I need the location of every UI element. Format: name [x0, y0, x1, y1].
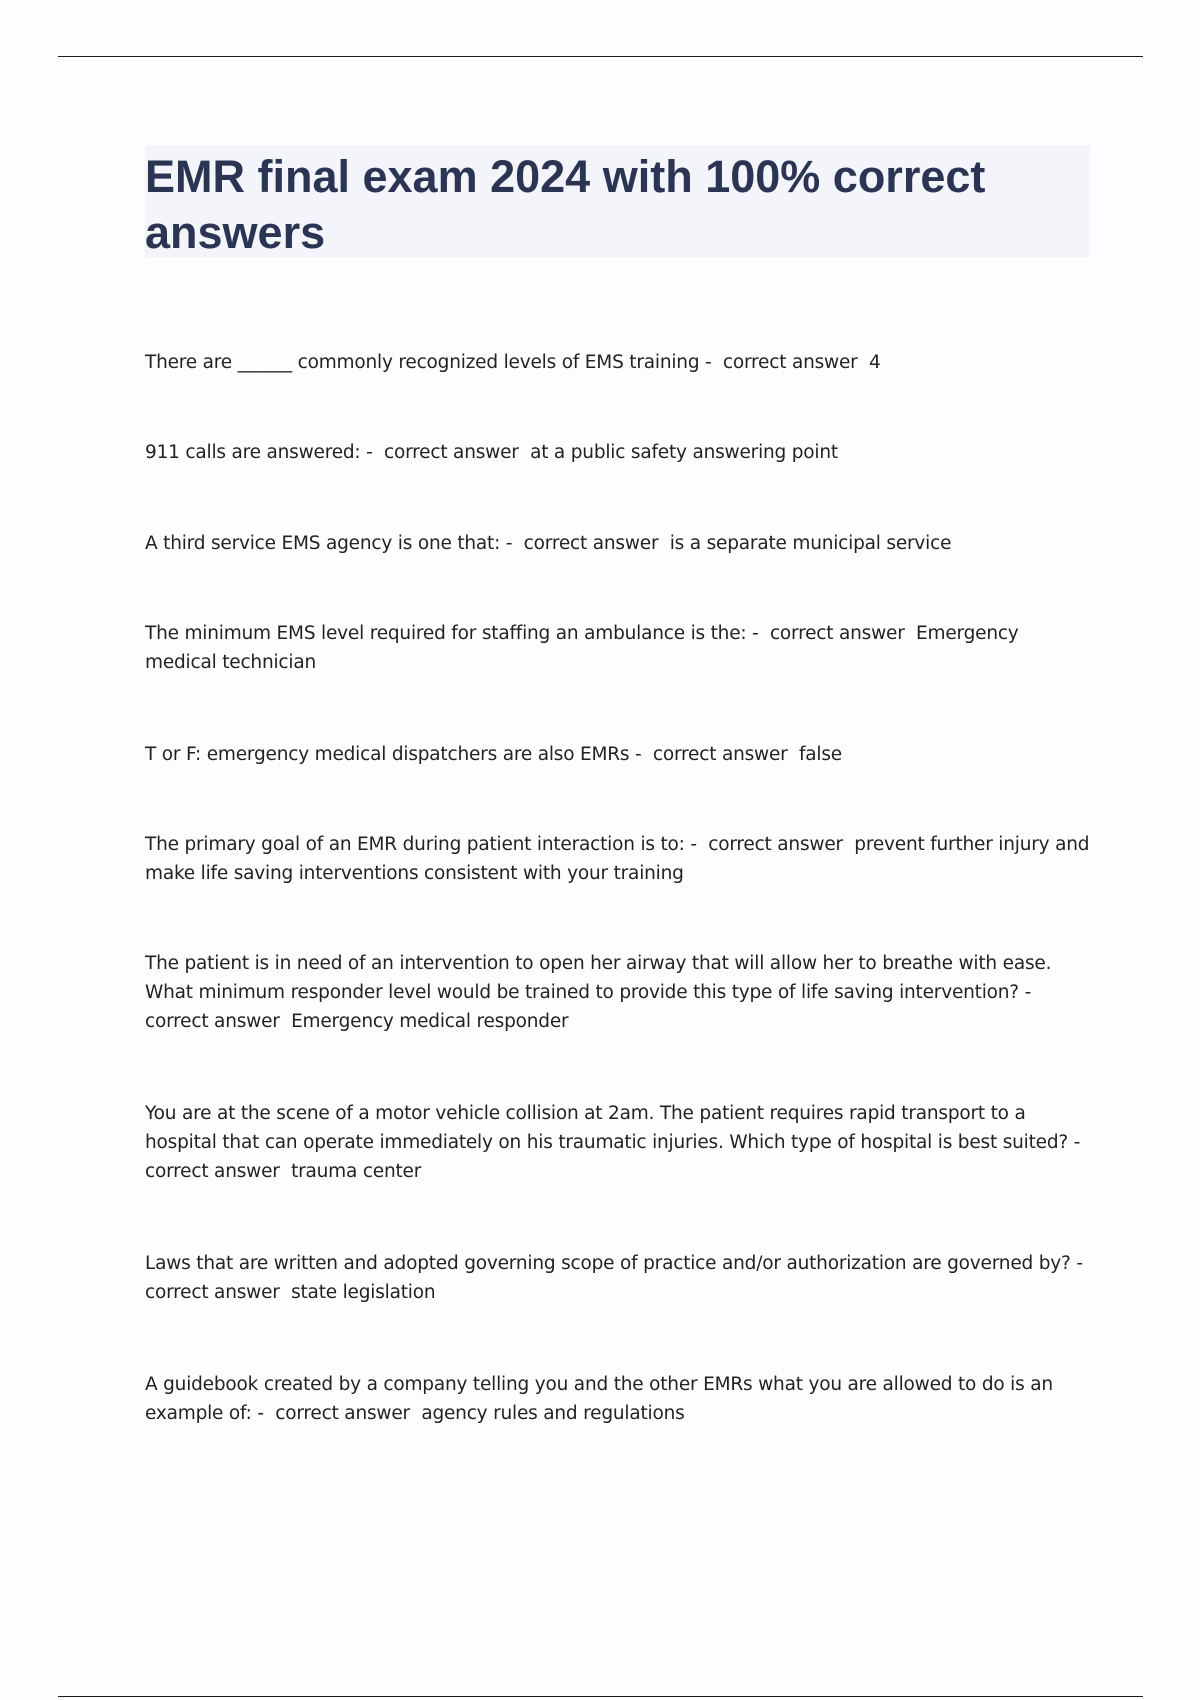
separator: - — [629, 744, 648, 765]
qa-item — [145, 949, 1090, 1036]
question-text: The minimum EMS level required for staffing an ambulance is the: — [145, 623, 747, 644]
title-block — [145, 145, 1090, 257]
answer-text: 4 — [868, 352, 881, 373]
qa-item — [145, 529, 1090, 558]
qa-item — [145, 1099, 1090, 1186]
answer-prefix: correct answer — [523, 533, 659, 554]
answer-prefix: correct answer — [652, 744, 788, 765]
qa-item — [145, 1249, 1090, 1307]
qa-item — [145, 619, 1090, 677]
qa-item — [145, 1370, 1090, 1428]
answer-prefix: correct answer — [145, 1011, 280, 1032]
qa-item — [145, 438, 1090, 467]
answer-prefix: correct answer — [275, 1403, 410, 1424]
footer-rule — [58, 1696, 1143, 1697]
question-text: A guidebook created by a company telling you and the other EMRs what you are allowed to do is an example of: — [145, 1374, 1053, 1424]
qa-item — [145, 830, 1090, 888]
answer-prefix: correct answer — [145, 1282, 280, 1303]
page-title: EMR final exam 2024 with 100% correct answers — [145, 151, 986, 258]
separator: - — [1068, 1132, 1086, 1153]
separator: - — [684, 834, 703, 855]
separator: - — [746, 623, 765, 644]
answer-text: is a separate municipal service — [669, 533, 952, 554]
answer-text: trauma center — [291, 1161, 422, 1182]
answer-prefix: correct answer — [145, 1161, 280, 1182]
question-text: Laws that are written and adopted governing scope of practice and/or authorization are governed by? — [145, 1253, 1071, 1274]
question-text: The patient is in need of an intervention to open her airway that will allow her to breathe with ease. What minimum responder level would be trained to provide this type of life saving intervention? — [145, 953, 1052, 1003]
separator: - — [1070, 1253, 1089, 1274]
answer-prefix: correct answer — [769, 623, 905, 644]
answer-text: Emergency medical responder — [291, 1011, 569, 1032]
question-text: You are at the scene of a motor vehicle collision at 2am. The patient requires rapid transport to a hospital that can operate immediately on his traumatic injuries. Which type of hospital is best suited? — [145, 1103, 1069, 1153]
question-text: There are ______ commonly recognized levels of EMS training — [145, 352, 700, 373]
question-text: 911 calls are answered: — [145, 442, 361, 463]
answer-prefix: correct answer — [722, 352, 858, 373]
answer-prefix: correct answer — [384, 442, 519, 463]
header-rule — [58, 56, 1143, 57]
question-text: A third service EMS agency is one that: — [145, 533, 501, 554]
separator: - — [360, 442, 379, 463]
separator: - — [1018, 982, 1037, 1003]
answer-prefix: correct answer — [708, 834, 843, 855]
separator: - — [699, 352, 718, 373]
answer-text: agency rules and regulations — [421, 1403, 685, 1424]
answer-text: prevent further injury and make life saving interventions consistent with your training — [145, 834, 1090, 884]
separator: - — [500, 533, 518, 554]
answer-text: false — [798, 744, 842, 765]
answer-text: at a public safety answering point — [530, 442, 838, 463]
answer-text: state legislation — [291, 1282, 436, 1303]
question-text: T or F: emergency medical dispatchers are also EMRs — [145, 744, 630, 765]
question-text: The primary goal of an EMR during patient interaction is to: — [145, 834, 685, 855]
separator: - — [251, 1403, 270, 1424]
answer-text: Emergency medical technician — [145, 623, 1019, 673]
qa-item — [145, 740, 1090, 769]
qa-item — [145, 348, 1090, 377]
